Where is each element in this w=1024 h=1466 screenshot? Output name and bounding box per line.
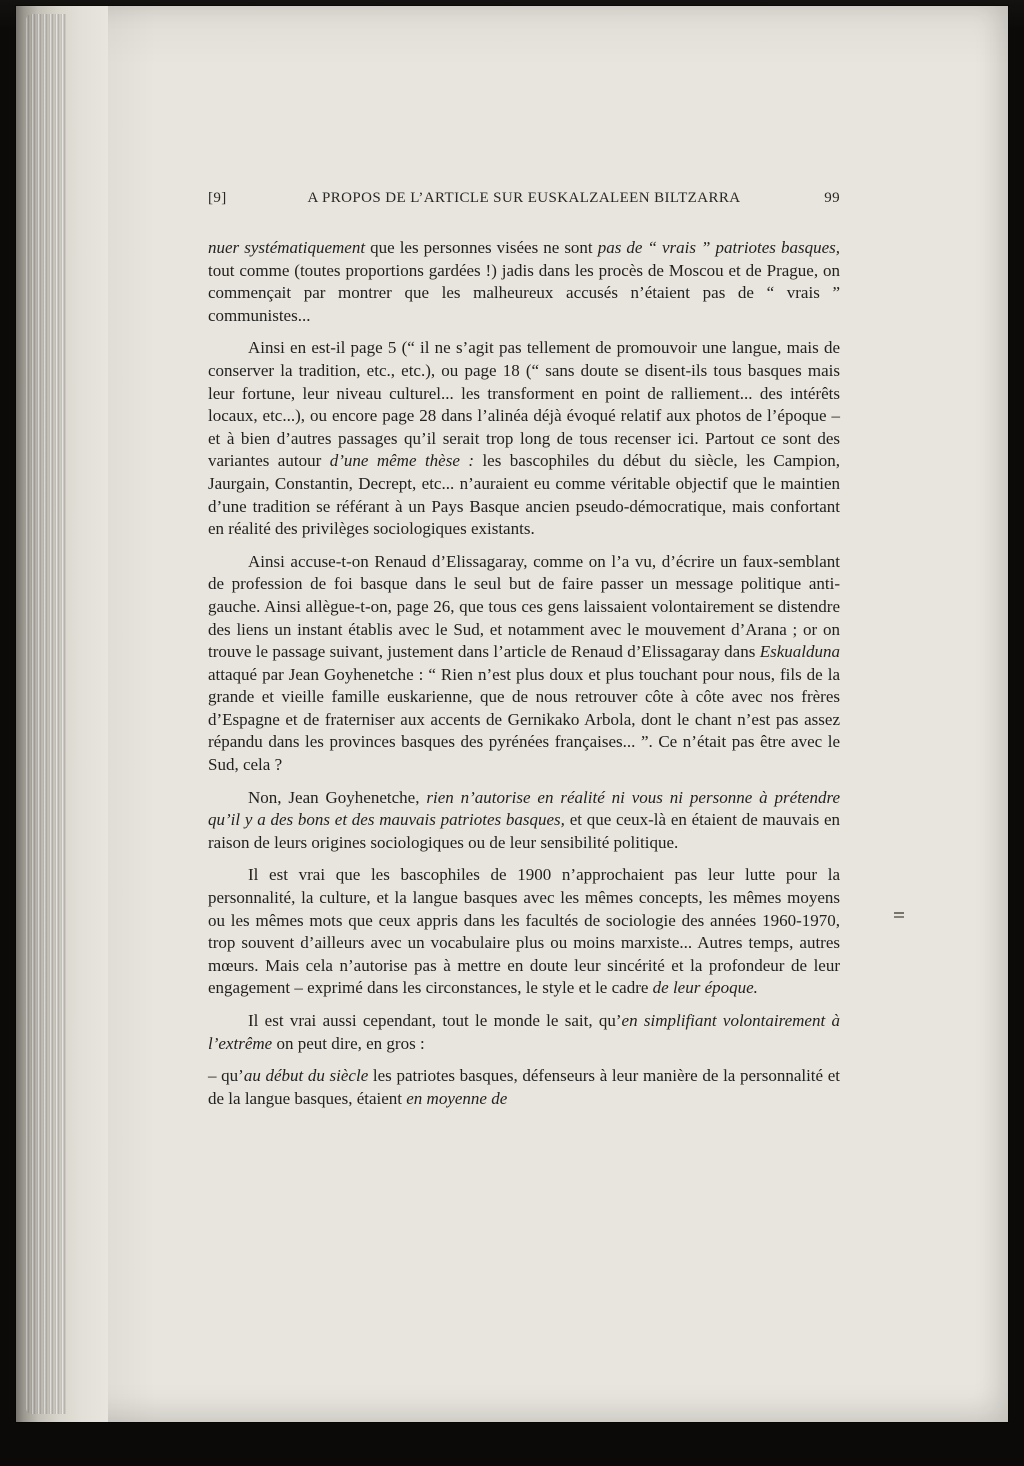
text-run: rien n’autorise en réalité ni vous ni personne à prétendre qu’il y a des bons et des mauvais patriotes basques,	[208, 787, 840, 830]
page-number: 99	[824, 190, 840, 206]
paragraph	[208, 337, 840, 540]
text-run: et que ceux-là en étaient de mauvais en raison de leurs origines sociologiques ou de leur sensibilité politique.	[208, 810, 840, 852]
text-run: les bascophiles du début du siècle, les Campion, Jaurgain, Constantin, Decrept, etc... n’auraient eu comme véritable objectif que le maintien d’une tradition se référant à un Pays Basque ancien pseudo-démocratique, mais confortant en réalité des privilèges sociologiques existants.	[208, 451, 840, 539]
text-run: tout comme (toutes proportions gardées !) jadis dans les procès de Moscou et de Prague, on commençait par montrer que les malheureux accusés n’étaient pas de “ vrais ” communistes...	[208, 260, 840, 325]
page-body	[208, 237, 840, 1110]
text-run: que les personnes visées ne sont	[370, 238, 598, 257]
text-run: d’une même thèse :	[329, 451, 483, 471]
paragraph	[208, 551, 840, 777]
text-block	[208, 190, 840, 1120]
paragraph	[208, 1065, 840, 1110]
text-run: les patriotes basques, défenseurs à leur manière de la personnalité et de la langue basques, étaient	[208, 1066, 840, 1108]
section-marker: [9]	[208, 190, 227, 206]
text-run: en simplifiant volontairement à l’extrême	[208, 1011, 840, 1053]
text-run: Ainsi en est-il page 5 (“ il ne s’agit pas tellement de promouvoir une langue, mais de conserver la tradition, etc., etc.), ou page 18 (“ sans doute se disent-ils tous basques mais leur fortune, leur niveau culturel... les transforment en point de ralliement... des intérêts locaux, etc...), ou encore page 28 dans l’alinéa déjà évoqué relatif aux photos de l’époque – et à bien d’autres passages qu’il serait trop long de tous recenser ici. Partout ce sont des variantes autour	[208, 338, 840, 471]
text-run: au début du siècle	[243, 1066, 373, 1086]
paragraph	[208, 864, 840, 1000]
scan-artifact	[894, 912, 904, 914]
text-run: Ainsi accuse-t-on Renaud d’Elissagaray, comme on l’a vu, d’écrire un faux-semblant de profession de foi basque dans le seul but de faire passer un message politique anti-gauche. Ainsi allègue-t-on, page 26, que tous ces gens laissaient volontairement se distendre des liens un instant établis avec le Sud, et notamment avec le mouvement d’Arana ; or on trouve le passage suivant, justement dans l’article de Renaud d’Elissagaray dans	[208, 551, 840, 662]
text-run: on peut dire, en gros :	[276, 1033, 425, 1053]
paragraph	[208, 1010, 840, 1055]
book-page	[16, 6, 1008, 1422]
running-title: A PROPOS DE L’ARTICLE SUR EUSKALZALEEN BILTZARRA	[307, 190, 741, 206]
text-run: attaqué par Jean Goyhenetche : “ Rien n’est plus doux et plus touchant pour nous, fils de la grande et vieille famille euskarienne, que de nous retrouver côte à côte avec nos frères d’Espagne et de fraterniser aux accents de Gernikako Arbola, dont le chant n’est pas assez répandu dans les provinces basques des pyrénées françaises... ”. Ce n’était pas être avec le Sud, cela ?	[208, 664, 840, 775]
text-run: Il est vrai que les bascophiles de 1900 n’approchaient pas leur lutte pour la personnalité, la culture, et la langue basques avec les mêmes concepts, les mêmes moyens ou les mêmes mots que ceux appris dans les facultés de sociologie des années 1960-1970, trop souvent d’ailleurs avec un vocabulaire plus ou moins marxiste... Autres temps, autres mœurs. Mais cela n’autorise pas à mettre en doute leur sincérité et la profondeur de leur engagement – exprimé dans les circonstances, le style et le cadre	[208, 865, 840, 998]
text-run: pas de “ vrais ” patriotes basques,	[597, 238, 840, 257]
text-run: Eskualduna	[759, 642, 840, 662]
text-run: en moyenne de	[406, 1088, 508, 1108]
text-run: nuer systématiquement	[208, 238, 371, 257]
page-edges	[26, 14, 66, 1414]
book-gutter	[16, 6, 108, 1422]
text-run: – qu’	[208, 1066, 244, 1086]
paragraph	[208, 787, 840, 855]
text-run: de leur époque.	[652, 978, 758, 998]
text-run: Non, Jean Goyhenetche,	[248, 787, 427, 807]
text-run: Il est vrai aussi cependant, tout le monde le sait, qu’	[248, 1011, 622, 1030]
page-header	[208, 190, 840, 207]
paragraph	[208, 237, 840, 327]
